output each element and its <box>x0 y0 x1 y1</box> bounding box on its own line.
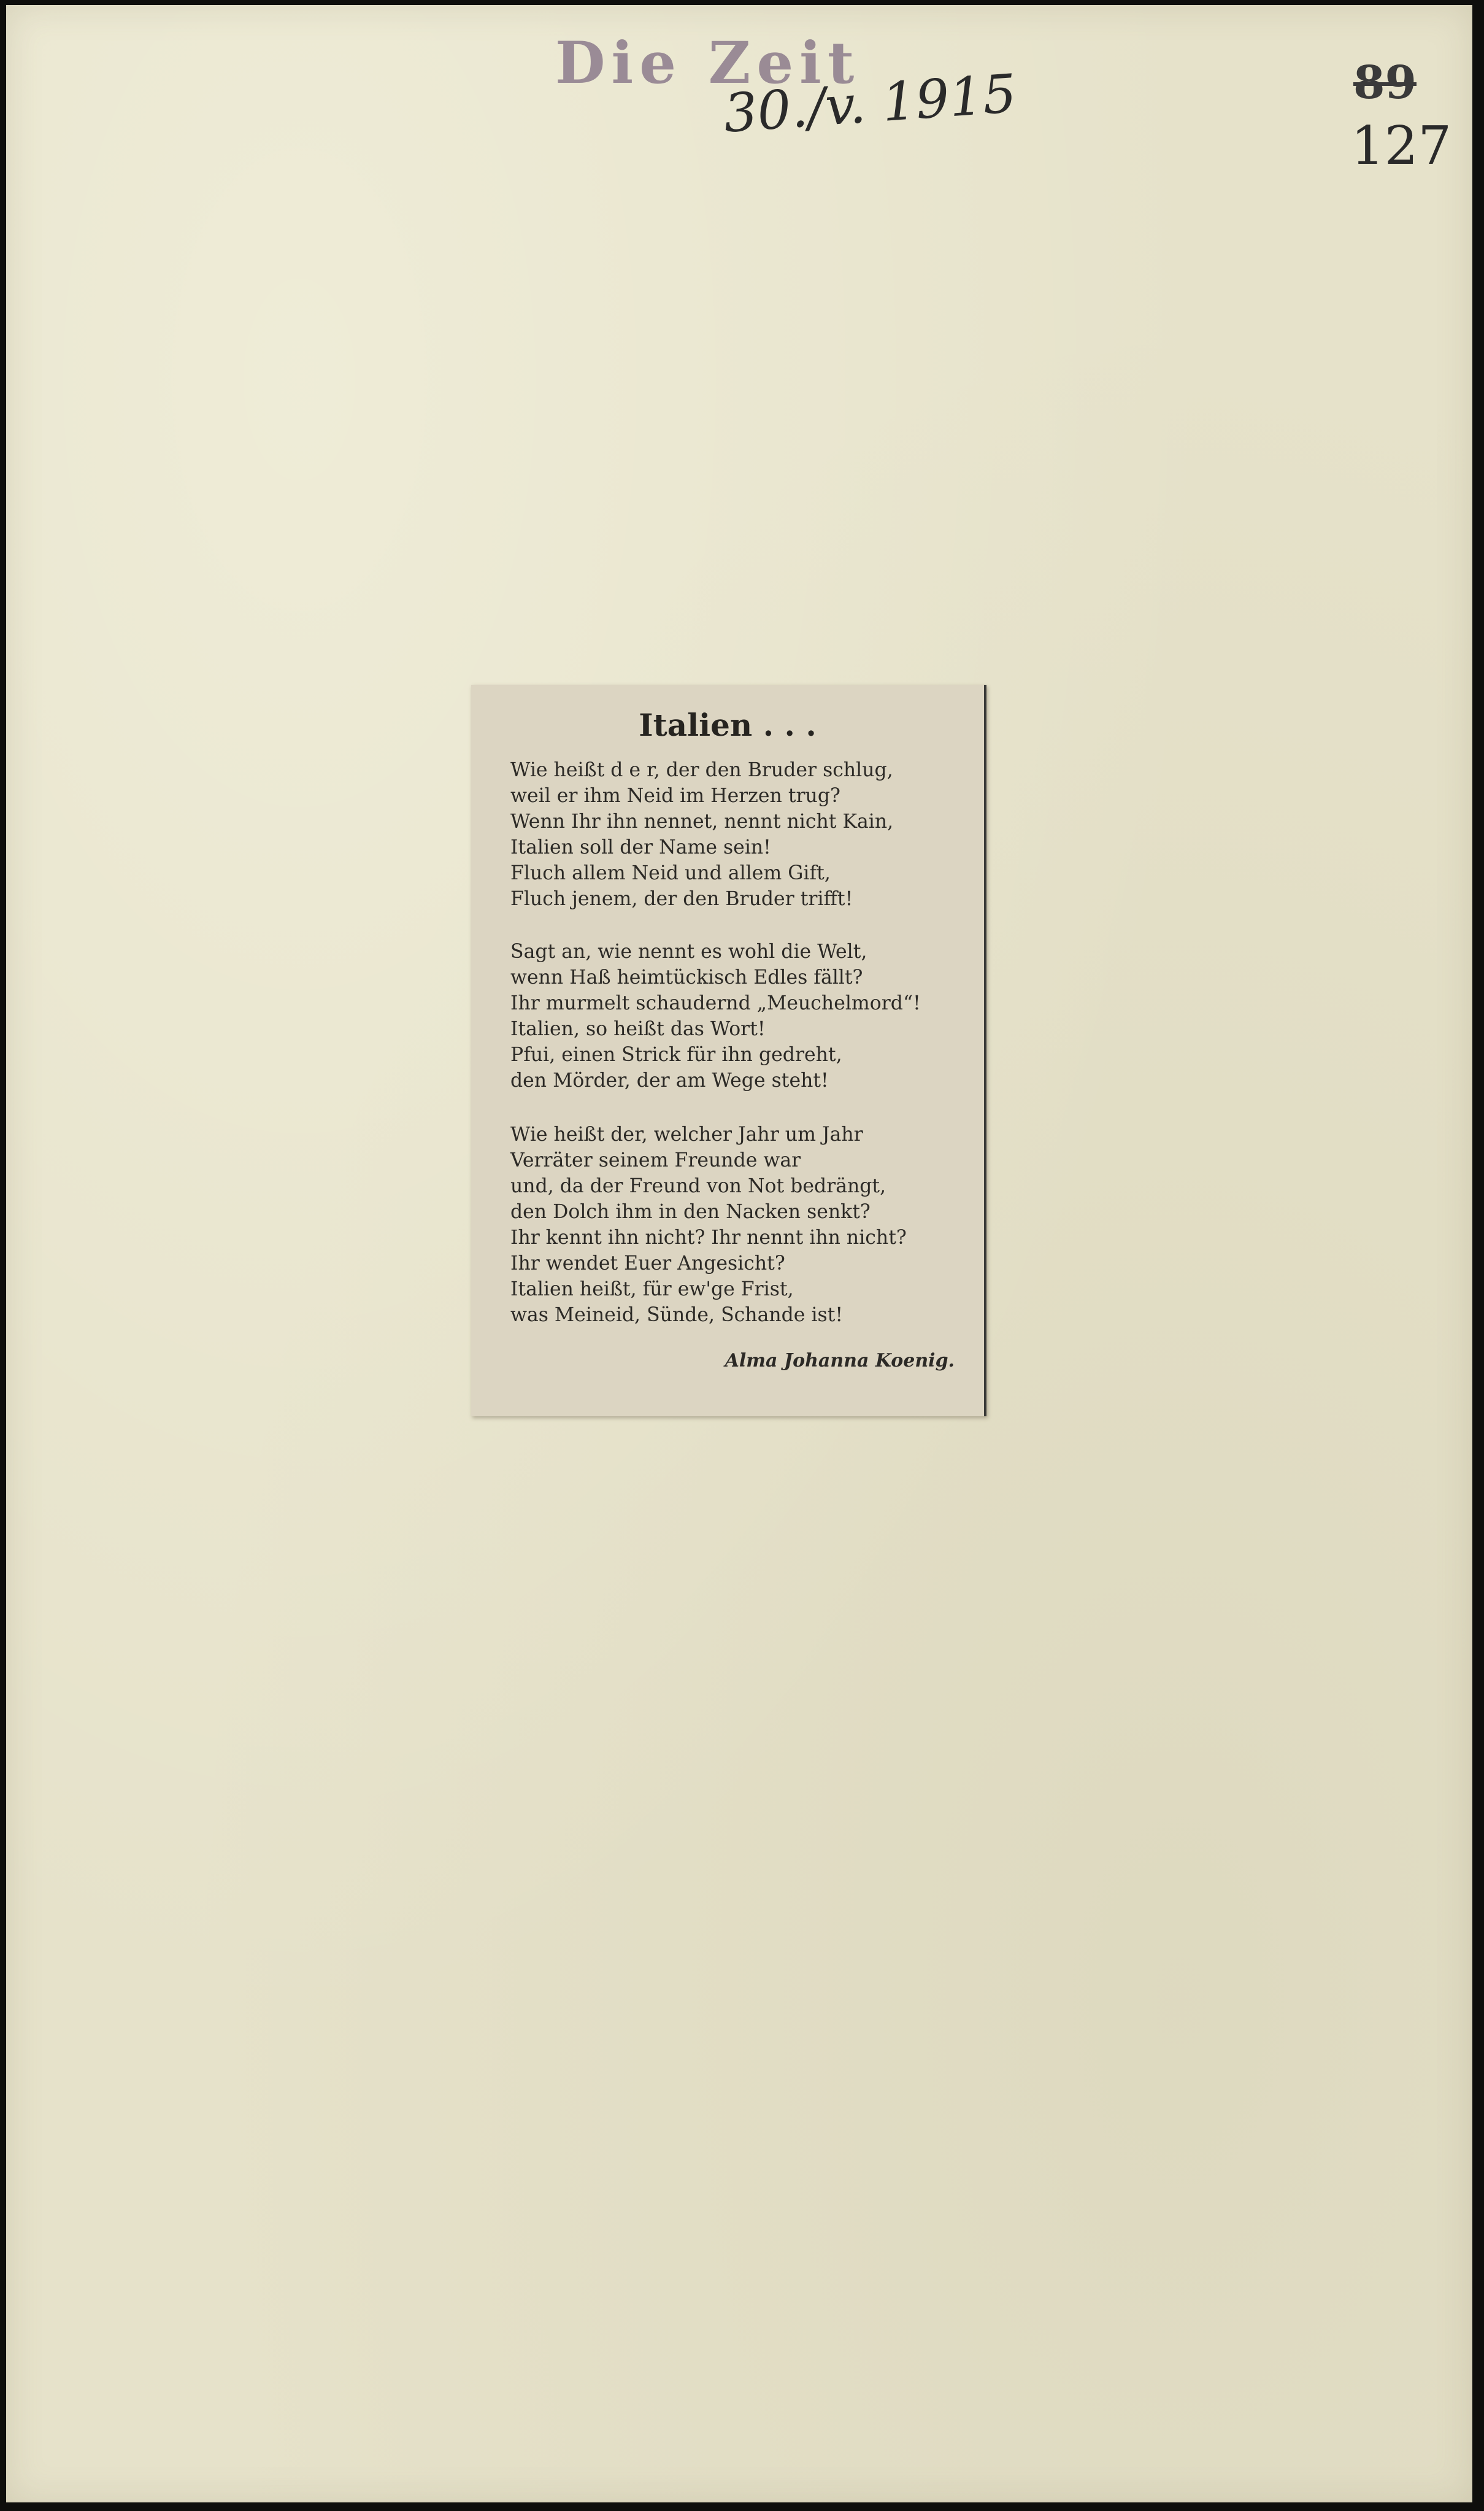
struck-page-number: 89 <box>1353 56 1417 109</box>
poem-line: Pfui, einen Strick für ihn gedreht, <box>510 1044 842 1066</box>
poem-line: den Mörder, der am Wege steht! <box>510 1070 829 1092</box>
stanza-2 <box>510 939 921 1094</box>
newspaper-clipping <box>471 685 986 1416</box>
newspaper-stamp: Die Zeit <box>555 29 861 97</box>
poem-line: den Dolch ihm in den Nacken senkt? <box>510 1201 871 1223</box>
poem-line: Verräter seinem Freunde war <box>510 1149 801 1171</box>
poem-author: Alma Johanna Koenig. <box>725 1350 955 1371</box>
stanza-3 <box>510 1122 907 1328</box>
poem-line: Fluch allem Neid und allem Gift, <box>510 862 831 884</box>
poem-line: Sagt an, wie nennt es wohl die Welt, <box>510 941 867 963</box>
poem-line: Fluch jenem, der den Bruder trifft! <box>510 888 853 910</box>
handwritten-date: 30./v. 1915 <box>721 63 1018 145</box>
poem-line: Wenn Ihr ihn nennet, nennt nicht Kain, <box>510 811 894 833</box>
poem-line: was Meineid, Sünde, Schande ist! <box>510 1304 844 1326</box>
poem-line: wenn Haß heimtückisch Edles fällt? <box>510 966 863 989</box>
poem-line: Ihr murmelt schaudernd „Meuchelmord“! <box>510 992 921 1014</box>
poem-line: Italien, so heißt das Wort! <box>510 1018 766 1040</box>
poem-line: Ihr wendet Euer Angesicht? <box>510 1252 785 1275</box>
archive-sheet <box>6 5 1472 2502</box>
poem-line: Wie heißt d e r, der den Bruder schlug, <box>510 759 893 781</box>
stanza-1 <box>510 757 893 912</box>
poem-line: Italien heißt, für ew'ge Frist, <box>510 1278 794 1300</box>
poem-title: Italien . . . <box>639 707 817 743</box>
poem-line: Wie heißt der, welcher Jahr um Jahr <box>510 1124 863 1146</box>
poem-line: und, da der Freund von Not bedrängt, <box>510 1175 886 1197</box>
page-number: 127 <box>1351 115 1452 177</box>
poem-line: Italien soll der Name sein! <box>510 836 771 858</box>
poem-line: weil er ihm Neid im Herzen trug? <box>510 785 840 807</box>
poem-line: Ihr kennt ihn nicht? Ihr nennt ihn nicht? <box>510 1227 907 1249</box>
